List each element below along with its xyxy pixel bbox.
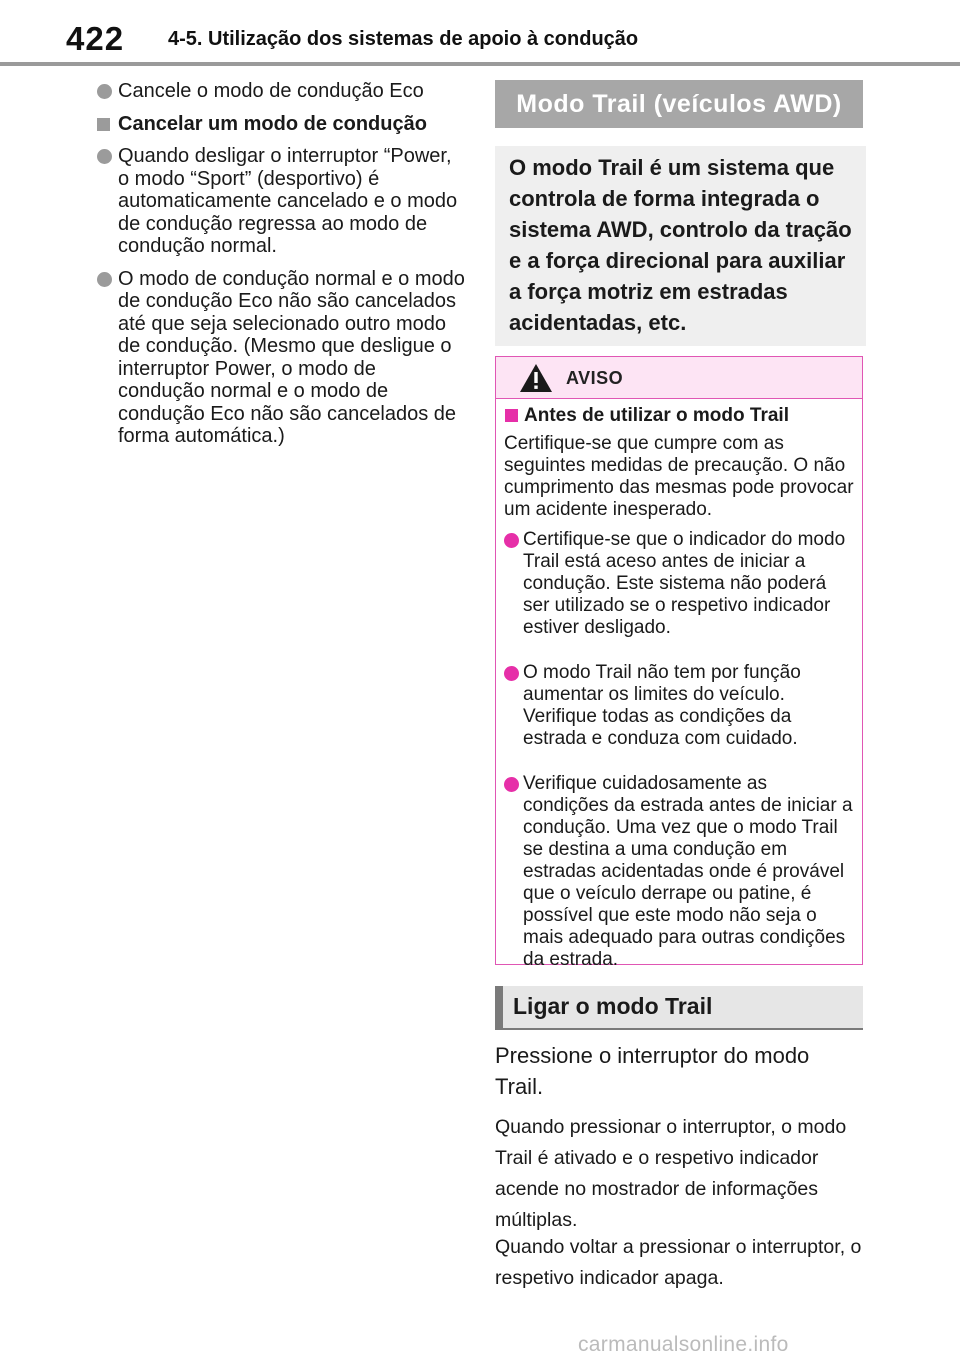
list-item-text: Quando desligar o interruptor “Power, o modo “Sport” (desportivo) é automaticamente cancelado e o modo de condução regressa ao modo de condução normal. — [118, 145, 458, 257]
bullet-dot-icon — [97, 149, 112, 164]
warning-list-item — [504, 529, 854, 639]
warning-list-item-text: O modo Trail não tem por função aumentar os limites do veículo. Verifique todas as condições da estrada e conduza com cuidado. — [523, 662, 801, 749]
warning-list-item-text: Certifique-se que o indicador do modo Trail está aceso antes de iniciar a condução. Este sistema não poderá ser utilizado se o respetivo indicador estiver desligado. — [523, 529, 846, 638]
warning-label: AVISO — [566, 368, 624, 388]
list-item — [96, 80, 468, 103]
list-item-text: Cancele o modo de condução Eco — [118, 80, 424, 102]
warning-list-item-text: Verifique cuidadosamente as condições da estrada antes de iniciar a condução. Uma vez que o modo Trail se destina a uma condução em estradas acidentadas onde é provável que o veículo derrape ou patine, é possível que este modo não seja o mais adequado para outras condições da estrada. — [523, 773, 853, 970]
list-item — [96, 145, 468, 258]
intro-box: O modo Trail é um sistema que controla de forma integrada o sistema AWD, controlo da tração e a força direcional para auxiliar a força motriz em estradas acidentadas, etc. — [495, 146, 866, 346]
left-column — [96, 80, 468, 458]
bullet-dot-icon — [97, 84, 112, 99]
subsection-heading: Ligar o modo Trail — [495, 986, 863, 1030]
warning-triangle-icon — [519, 363, 553, 393]
list-item-heading — [96, 113, 468, 136]
description-paragraph: Quando voltar a pressionar o interruptor, o respetivo indicador apaga. — [495, 1236, 862, 1289]
header-divider — [0, 62, 960, 66]
description-paragraph: Quando pressionar o interruptor, o modo Trail é ativado e o respetivo indicador acende no mostrador de informações múltiplas. — [495, 1116, 847, 1231]
warning-body — [496, 399, 862, 971]
list-item-text: Cancelar um modo de condução — [118, 112, 427, 135]
bullet-dot-icon — [504, 533, 519, 548]
section-banner: Modo Trail (veículos AWD) — [495, 80, 863, 128]
warning-list-item — [504, 662, 854, 750]
page-header — [0, 0, 960, 66]
square-bullet-icon — [97, 118, 110, 131]
warning-subtitle — [504, 405, 854, 427]
section-title: 4-5. Utilização dos sistemas de apoio à condução — [168, 28, 639, 50]
page-number: 422 — [66, 20, 125, 57]
list-item — [96, 268, 468, 448]
instruction-text: Pressione o interruptor do modo Trail. — [495, 1043, 810, 1099]
square-bullet-icon — [505, 409, 518, 422]
watermark: carmanualsonline.info — [578, 1333, 789, 1356]
bullet-dot-icon — [504, 777, 519, 792]
bullet-dot-icon — [97, 272, 112, 287]
list-item-text: O modo de condução normal e o modo de condução Eco não são cancelados até que seja selecionado outro modo de condução. (Mesmo que desligue o interruptor Power, o modo de condução normal e o modo de condução Eco não são cancelados de forma automática.) — [118, 267, 465, 447]
warning-box — [495, 356, 863, 970]
warning-subtitle-text: Antes de utilizar o modo Trail — [524, 405, 789, 426]
warning-list-item — [504, 773, 854, 971]
warning-paragraph: Certifique-se que cumpre com as seguintes medidas de precaução. O não cumprimento das mesmas pode provocar um acidente inesperado. — [504, 433, 854, 520]
warning-header — [496, 357, 862, 399]
bullet-dot-icon — [504, 666, 519, 681]
